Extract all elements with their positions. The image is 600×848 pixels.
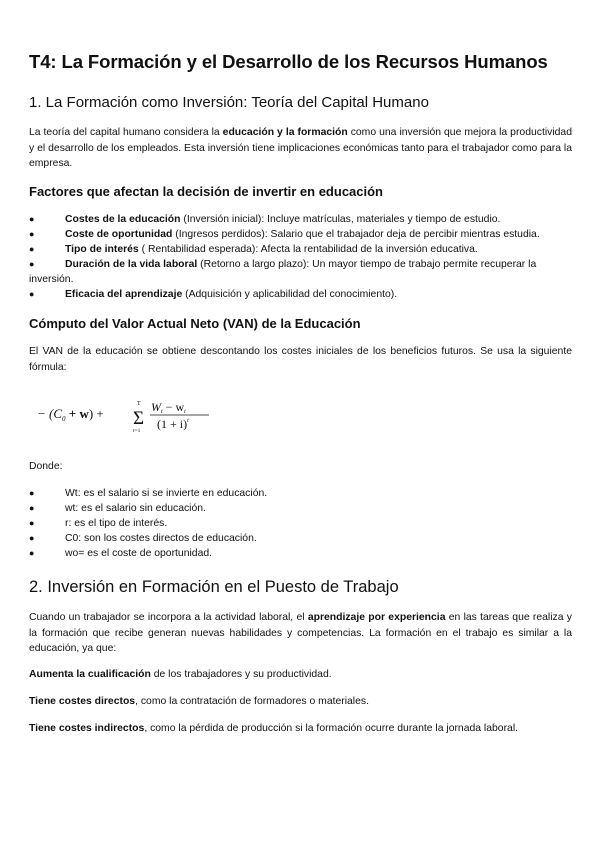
section2-intro [29, 610, 572, 657]
intro-text-c: en las tareas que realiza y la formación que recibe generan nuevas habilidades y competencias. La formación en el trabajo es similar a la educación, ya que: [29, 612, 572, 654]
point-paragraph [29, 721, 572, 737]
bullet-icon: ● [29, 548, 35, 558]
point-text: de los trabajadores y su productividad. [150, 669, 332, 680]
factor-term: Eficacia del aprendizaje [65, 289, 183, 300]
point-term: Tiene costes directos [29, 696, 136, 707]
svg-text:(1 + i)t: $(1 + i)^t$ [157, 417, 189, 431]
list-item [29, 501, 574, 516]
list-item [29, 531, 574, 546]
list-item [29, 212, 574, 227]
sum-lower-limit: t=1 [133, 428, 141, 434]
point-text: , como la pérdida de producción si la formación ocurre durante la jornada laboral. [144, 723, 519, 734]
point-term: Aumenta la cualificación [29, 669, 151, 680]
van-text: El VAN de la educación se obtiene descontando los costes iniciales de los beneficios futuros. Se usa la siguiente fórmula: [29, 346, 572, 373]
factor-text-continued: inversión. [29, 274, 74, 285]
document-title: T4: La Formación y el Desarrollo de los Recursos Humanos [29, 51, 548, 72]
intro-text-c: como una inversión que mejora la productividad y el desarrollo de los empleados. Esta inversión tiene implicaciones económicas tanto para el trabajador como para la empresa. [29, 127, 572, 169]
variable-text: wt: es el salario sin educación. [65, 503, 206, 514]
intro-text-a: La teoría del capital humano considera la [29, 127, 223, 138]
point-paragraph [29, 694, 572, 710]
svg-text:− (C0 + w) +: − $(C_0 + w)$ + [37, 406, 104, 423]
factor-text: (Adquisición y aplicabilidad del conocimiento). [182, 289, 398, 300]
van-formula [29, 388, 229, 438]
list-item [29, 516, 574, 531]
list-item [29, 257, 574, 287]
factor-term: Costes de la educación [65, 214, 181, 225]
factors-heading: Factores que afectan la decisión de invertir en educación [29, 184, 384, 199]
point-text: , como la contratación de formadores o materiales. [135, 696, 369, 707]
list-item [29, 546, 574, 561]
van-heading: Cómputo del Valor Actual Neto (VAN) de la Educación [29, 316, 361, 331]
intro-text-a: Cuando un trabajador se incorpora a la actividad laboral, el [29, 612, 308, 623]
factor-text: (Retorno a largo plazo): Un mayor tiempo de trabajo permite recuperar la [197, 259, 537, 270]
intro-bold: educación y la formación [222, 127, 348, 138]
section1-intro [29, 125, 572, 172]
bullet-icon: ● [29, 259, 35, 269]
bullet-icon: ● [29, 244, 35, 254]
bullet-icon: ● [29, 503, 35, 513]
factor-term: Duración de la vida laboral [65, 259, 198, 270]
bullet-icon: ● [29, 214, 35, 224]
factor-text: (Inversión inicial): Incluye matrículas, materiales y tiempo de estudio. [180, 214, 501, 225]
donde-label: Donde: [29, 461, 63, 472]
bullet-icon: ● [29, 518, 35, 528]
bullet-icon: ● [29, 533, 35, 543]
sum-upper-limit: T [137, 401, 141, 407]
factor-term: Tipo de interés [65, 244, 139, 255]
list-item [29, 242, 574, 257]
factors-list [29, 212, 574, 302]
bullet-icon: ● [29, 289, 35, 299]
list-item [29, 227, 574, 242]
point-term: Tiene costes indirectos [29, 723, 145, 734]
section1-heading: 1. La Formación como Inversión: Teoría del Capital Humano [29, 94, 429, 111]
factor-text: ( Rentabilidad esperada): Afecta la rentabilidad de la inversión educativa. [138, 244, 478, 255]
factor-term: Coste de oportunidad [65, 229, 173, 240]
section2-heading: 2. Inversión en Formación en el Puesto de Trabajo [29, 578, 399, 596]
variable-text: r: es el tipo de interés. [65, 518, 168, 529]
bullet-icon: ● [29, 229, 35, 239]
intro-bold: aprendizaje por experiencia [307, 612, 446, 623]
variables-list [29, 486, 574, 561]
summation-icon: Σ [133, 408, 145, 429]
factor-text: (Ingresos perdidos): Salario que el trabajador deja de percibir mientras estudia. [172, 229, 540, 240]
variable-text: Wt: es el salario si se invierte en educación. [65, 488, 268, 499]
variable-text: C0: son los costes directos de educación. [65, 533, 257, 544]
bullet-icon: ● [29, 488, 35, 498]
list-item [29, 486, 574, 501]
list-item [29, 287, 574, 302]
variable-text: wo= es el coste de oportunidad. [65, 548, 213, 559]
svg-text:Wt − wt: Wt − wt [151, 400, 186, 415]
point-paragraph [29, 667, 572, 683]
